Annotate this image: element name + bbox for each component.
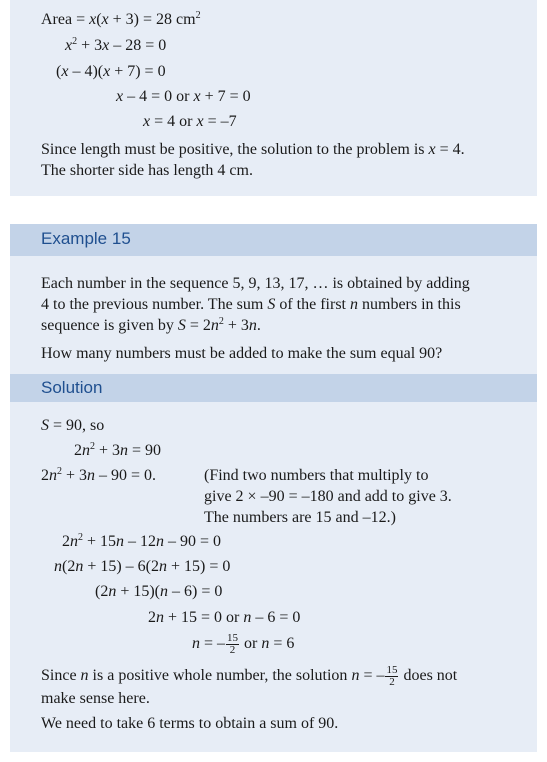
- text: – 12: [124, 533, 157, 550]
- var: n: [351, 667, 360, 684]
- var: x: [103, 63, 111, 80]
- text: (2: [62, 558, 76, 575]
- var: n: [248, 317, 257, 334]
- question-line-1: Each number in the sequence 5, 9, 13, 17, … is obtained by adding: [41, 275, 470, 292]
- text: (: [56, 63, 62, 80]
- text: + 7) = 0: [110, 63, 166, 80]
- text: – 6) = 0: [168, 583, 223, 600]
- var: n: [120, 442, 129, 459]
- var: n: [70, 533, 78, 550]
- text: (2: [95, 583, 109, 600]
- text: + 3: [95, 442, 121, 459]
- text: 4 to the previous number. The sum: [41, 296, 268, 313]
- text: – 4)(: [68, 63, 104, 80]
- text: 2: [148, 609, 156, 626]
- var: S: [41, 417, 49, 434]
- example-header: [10, 224, 537, 256]
- example-title: Example 15: [41, 229, 131, 248]
- factored-equation: [56, 63, 166, 81]
- var: S: [267, 296, 276, 313]
- var: n: [156, 609, 164, 626]
- var: n: [192, 635, 200, 652]
- text: + 15: [83, 533, 117, 550]
- denominator: 2: [389, 675, 395, 688]
- solution-line-3: [41, 467, 156, 485]
- var: x: [193, 88, 201, 105]
- var: x: [143, 113, 151, 130]
- exponent: 2: [218, 316, 224, 327]
- final-answer: We need to take 6 terms to obtain a sum of 90.: [41, 715, 339, 732]
- solution-line-4: [62, 533, 221, 551]
- numerator: 15: [386, 663, 398, 676]
- exponent: 2: [57, 466, 62, 477]
- text: = –: [200, 635, 226, 652]
- text: = 6: [269, 635, 295, 652]
- solution-title: Solution: [41, 378, 103, 397]
- text: = 90: [128, 442, 162, 459]
- conclusion-line-1: [41, 141, 465, 159]
- text: of the first: [275, 296, 350, 313]
- var: n: [261, 635, 270, 652]
- note-line-2: give 2 × –90 = –180 and add to give 3.: [204, 488, 452, 505]
- text: 2: [62, 533, 70, 550]
- note-line-3: The numbers are 15 and –12.): [204, 509, 396, 526]
- fraction: [385, 665, 398, 688]
- text: or: [240, 635, 262, 652]
- solution-line-2: [74, 442, 161, 460]
- var: n: [160, 583, 169, 600]
- text: + 15) = 0: [167, 558, 231, 575]
- text: Since length must be positive, the solution to the problem is: [41, 141, 429, 158]
- solution-line-6: [95, 583, 222, 601]
- var: x: [196, 113, 204, 130]
- var: n: [82, 442, 90, 459]
- text: .: [256, 317, 261, 334]
- var: x: [428, 141, 436, 158]
- var: x: [89, 11, 97, 28]
- var: n: [87, 467, 96, 484]
- text: Since: [41, 667, 81, 684]
- var: x: [102, 37, 110, 54]
- var: x: [61, 63, 69, 80]
- text: = 90, so: [49, 417, 105, 434]
- var: n: [75, 558, 84, 575]
- var: n: [156, 533, 165, 550]
- text: is a positive whole number, the solution: [88, 667, 352, 684]
- text: sequence is given by: [41, 317, 178, 334]
- text: + 3: [223, 317, 249, 334]
- solution-line-1: [41, 417, 104, 435]
- fraction: [226, 633, 239, 656]
- note-line-1: (Find two numbers that multiply to: [204, 467, 429, 484]
- text: – 90 = 0: [164, 533, 222, 550]
- text: + 3: [77, 37, 103, 54]
- var: n: [210, 317, 219, 334]
- var: n: [350, 296, 358, 313]
- var: n: [159, 558, 168, 575]
- text: + 7 = 0: [200, 88, 251, 105]
- text: + 15) – 6(2: [83, 558, 160, 575]
- text: = 4.: [435, 141, 465, 158]
- solution-line-8: [192, 631, 294, 657]
- roots-values: [143, 113, 237, 131]
- text: does not: [399, 667, 458, 684]
- conclusion-line-2: make sense here.: [41, 690, 150, 707]
- text: 2: [74, 442, 82, 459]
- var: n: [54, 558, 62, 575]
- var: n: [108, 583, 117, 600]
- question-line-4: How many numbers must be added to make the sum equal 90?: [41, 345, 443, 362]
- text: – 6 = 0: [251, 609, 301, 626]
- text: + 3: [62, 467, 88, 484]
- text: – 90 = 0.: [95, 467, 157, 484]
- text: = –7: [203, 113, 237, 130]
- solution-header: [10, 374, 537, 402]
- exponent: 2: [72, 36, 78, 47]
- text: – 4 = 0 or: [123, 88, 194, 105]
- roots-equation: [116, 88, 251, 106]
- conclusion-line-1: [41, 663, 457, 689]
- exponent: 2: [78, 532, 83, 543]
- text: = –: [359, 667, 385, 684]
- previous-solution-panel: [10, 0, 537, 196]
- text: = 2: [185, 317, 211, 334]
- exponent: 2: [195, 10, 201, 21]
- area-equation: [41, 11, 201, 29]
- text: + 15)(: [116, 583, 161, 600]
- text: Area =: [41, 11, 90, 28]
- exponent: 2: [90, 441, 95, 452]
- solution-line-5: [54, 558, 230, 576]
- quadratic-equation: [65, 37, 166, 55]
- numerator: 15: [227, 631, 239, 644]
- var: n: [80, 667, 89, 684]
- conclusion-line-2: The shorter side has length 4 cm.: [41, 162, 253, 179]
- var: n: [243, 609, 252, 626]
- text: 2: [41, 467, 49, 484]
- denominator: 2: [229, 643, 236, 656]
- text: numbers in this: [358, 296, 461, 313]
- var: n: [116, 533, 125, 550]
- text: – 28 = 0: [109, 37, 167, 54]
- var: S: [177, 317, 186, 334]
- text: + 3) = 28 cm: [108, 11, 196, 28]
- var: x: [101, 11, 109, 28]
- var: x: [116, 88, 124, 105]
- var: x: [65, 37, 73, 54]
- question-line-3: [41, 317, 261, 335]
- text: + 15 = 0 or: [164, 609, 244, 626]
- text: (: [96, 11, 102, 28]
- text: = 4 or: [150, 113, 197, 130]
- var: n: [49, 467, 57, 484]
- question-line-2: [41, 296, 461, 314]
- example-panel: [10, 224, 537, 752]
- solution-line-7: [148, 609, 300, 627]
